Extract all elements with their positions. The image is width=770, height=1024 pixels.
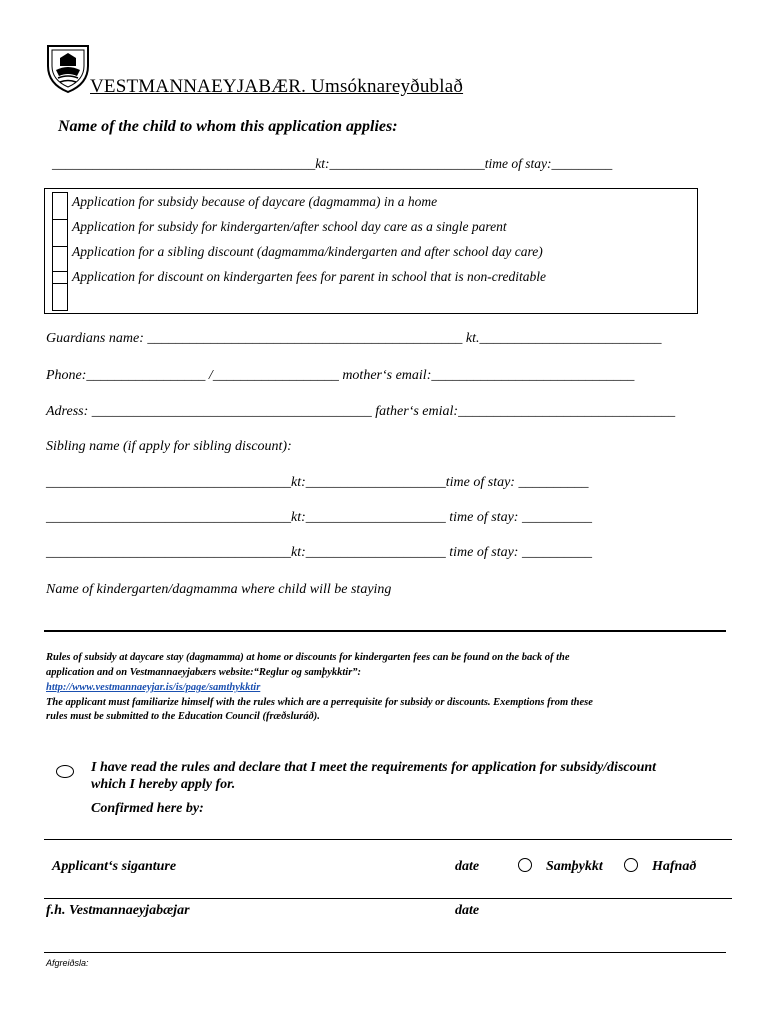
date-label-1: date [455, 859, 480, 874]
declaration-radio[interactable] [56, 765, 74, 778]
option-daycare: Application for subsidy because of daycare (dagmamma) in a home [72, 194, 438, 209]
page-title: VESTMANNAEYJABÆR. Umsóknareyðublað [90, 76, 464, 97]
confirmed-label: Confirmed here by: [91, 801, 204, 816]
reject-label: Hafnað [652, 859, 697, 874]
checkbox-sibling[interactable] [52, 246, 68, 274]
signature-line[interactable] [44, 898, 732, 899]
municipal-crest-icon [46, 44, 90, 94]
applicant-signature-label: Applicant‘s siganture [52, 859, 177, 874]
checkbox-single-parent[interactable] [52, 219, 68, 247]
option-school-parent: Application for discount on kindergarten fees for parent in school that is non-creditable [72, 269, 546, 284]
sibling-line-3[interactable]: ___________________________________kt:____________________ time of stay: __________ [46, 545, 592, 560]
rules-link[interactable]: http://www.vestmannaeyjar.is/is/page/samthykktir [46, 682, 261, 693]
declaration-line-1: I have read the rules and declare that I meet the requirements for application for subsidy/discount [91, 760, 657, 775]
rules-line-3: The applicant must familiarize himself with the rules which are a perrequisite for subsidy or discounts. Exemptions from these [46, 697, 593, 708]
rules-line-2: application and on Vestmannaeyjabærs website:“Reglur og samþykktir”: [46, 667, 362, 678]
declaration-line-2: which I hereby apply for. [91, 777, 236, 792]
fh-line[interactable] [44, 952, 726, 953]
checkbox-extra[interactable] [52, 283, 68, 311]
reject-radio[interactable] [624, 858, 638, 872]
child-line[interactable]: _______________________________________kt:_______________________time of stay:_________ [52, 156, 613, 171]
child-heading: Name of the child to whom this application applies: [58, 118, 398, 135]
approve-label: Samþykkt [546, 859, 603, 874]
option-sibling: Application for a sibling discount (dagmamma/kindergarten and after school day care) [72, 244, 543, 259]
sibling-line-2[interactable]: ___________________________________kt:____________________ time of stay: __________ [46, 510, 592, 525]
processed-label: Afgreiðsla: [46, 958, 89, 968]
rules-line-1: Rules of subsidy at daycare stay (dagmamma) at home or discounts for kindergarten fees can be found on the back of the [46, 652, 570, 663]
phone-field[interactable]: Phone:_________________ /__________________ mother‘s email:_____________________________ [46, 368, 635, 383]
checkbox-daycare[interactable] [52, 192, 68, 220]
confirm-line[interactable] [44, 839, 732, 840]
guardian-field[interactable]: Guardians name: _____________________________________________ kt.__________________________ [46, 331, 662, 346]
fh-label: f.h. Vestmannaeyjabæjar [46, 903, 190, 918]
date-label-2: date [455, 903, 480, 918]
sibling-line-1[interactable]: ___________________________________kt:____________________time of stay: __________ [46, 475, 589, 490]
kindergarten-line[interactable] [44, 630, 726, 632]
option-single-parent: Application for subsidy for kindergarten/after school day care as a single parent [72, 219, 507, 234]
kindergarten-label: Name of kindergarten/dagmamma where child will be staying [46, 582, 392, 597]
address-field[interactable]: Adress: ________________________________________ father‘s emial:_______________________________ [46, 404, 676, 419]
rules-line-4: rules must be submitted to the Education Council (fræðsluráð). [46, 711, 320, 722]
approve-radio[interactable] [518, 858, 532, 872]
sibling-label: Sibling name (if apply for sibling discount): [46, 439, 292, 454]
